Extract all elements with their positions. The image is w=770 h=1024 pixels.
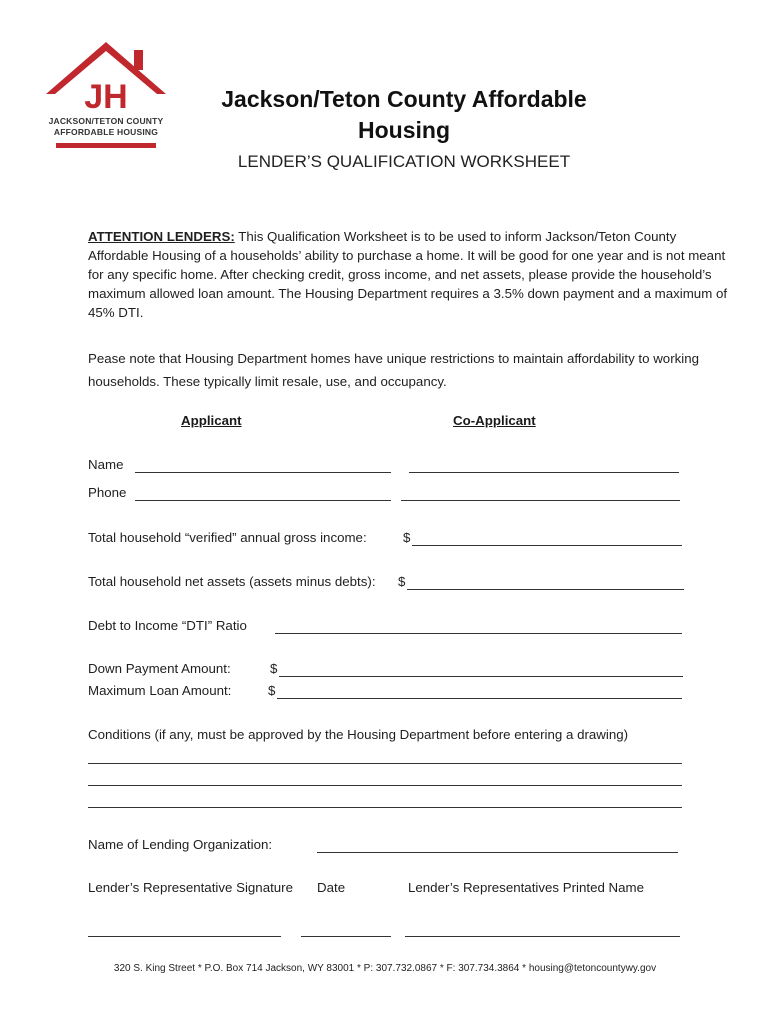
signature-field[interactable] <box>88 936 281 937</box>
attention-lead: ATTENTION LENDERS: <box>88 229 235 244</box>
down-payment-label: Down Payment Amount: <box>88 661 231 676</box>
title-line-2: Housing <box>358 117 450 143</box>
conditions-line-3[interactable] <box>88 807 682 808</box>
name-label: Name <box>88 457 124 472</box>
dti-field[interactable] <box>275 633 682 634</box>
co-applicant-name-field[interactable] <box>409 472 679 473</box>
gross-income-field[interactable] <box>412 545 682 546</box>
attention-body: This Qualification Worksheet is to be used to inform Jackson/Teton County Affordable Housing of a households’ ability to purchase a home. It will be good for one year and is not meant for any specific home. After checking credit, gross income, and net assets, please provide the household’s maximum allowed loan amount. The Housing Department requires a 3.5% down payment and a maximum of 45% DTI. <box>88 229 728 320</box>
gross-income-label: Total household “verified” annual gross income: <box>88 530 367 545</box>
max-loan-field[interactable] <box>277 698 682 699</box>
printed-name-field[interactable] <box>405 936 680 937</box>
applicant-name-field[interactable] <box>135 472 391 473</box>
title-line-1: Jackson/Teton County Affordable <box>221 86 587 112</box>
phone-label: Phone <box>88 485 127 500</box>
restriction-note: Pease note that Housing Department homes have unique restrictions to maintain affordability to working households. These typically limit resale, use, and occupancy. <box>88 351 700 389</box>
net-assets-label: Total household net assets (assets minus debts): <box>88 574 376 589</box>
down-payment-field[interactable] <box>279 676 683 677</box>
applicant-phone-field[interactable] <box>135 500 391 501</box>
net-assets-field[interactable] <box>407 589 684 590</box>
logo-initials: JH <box>84 78 128 116</box>
co-applicant-phone-field[interactable] <box>401 500 680 501</box>
lending-organization-field[interactable] <box>317 852 678 853</box>
co-applicant-column-header: Co-Applicant <box>453 413 536 428</box>
max-loan-dollar-sign: $ <box>268 683 276 698</box>
date-field[interactable] <box>301 936 391 937</box>
conditions-line-2[interactable] <box>88 785 682 786</box>
dti-label: Debt to Income “DTI” Ratio <box>88 618 247 633</box>
max-loan-label: Maximum Loan Amount: <box>88 683 232 698</box>
jh-logo <box>42 38 170 152</box>
conditions-label: Conditions (if any, must be approved by the Housing Department before entering a drawing) <box>88 727 629 742</box>
logo-line-2: AFFORDABLE HOUSING <box>53 127 159 137</box>
applicant-column-header: Applicant <box>181 413 242 428</box>
date-label: Date <box>317 880 346 895</box>
page-subtitle: LENDER’S QUALIFICATION WORKSHEET <box>237 152 571 171</box>
down-payment-dollar-sign: $ <box>270 661 278 676</box>
conditions-line-1[interactable] <box>88 763 682 764</box>
attention-paragraph <box>88 227 728 322</box>
lending-organization-label: Name of Lending Organization: <box>88 837 273 852</box>
footer-contact: 320 S. King Street * P.O. Box 714 Jackson, WY 83001 * P: 307.732.0867 * F: 307.734.3864 * housing@tetoncountywy.gov <box>113 963 657 974</box>
net-assets-dollar-sign: $ <box>398 574 406 589</box>
logo-line-1: JACKSON/TETON COUNTY <box>48 116 164 126</box>
printed-name-label: Lender’s Representatives Printed Name <box>408 880 645 895</box>
page-title <box>180 84 628 146</box>
signature-label: Lender’s Representative Signature <box>88 880 294 895</box>
gross-income-dollar-sign: $ <box>403 530 411 545</box>
